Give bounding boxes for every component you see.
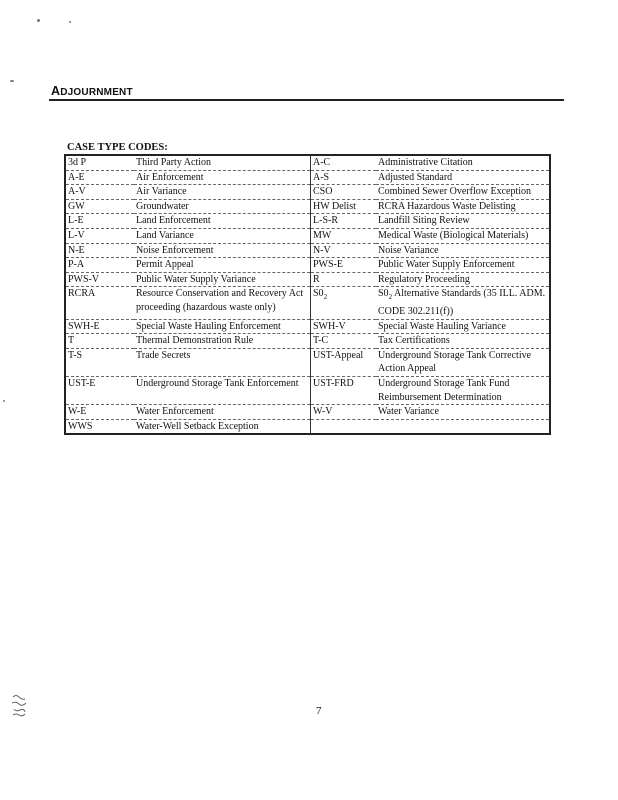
description-cell: $S0_2$ Alternative Standards (35 ILL. ADM. CODE 302.211(f)) <box>378 288 546 317</box>
description-cell: Water Variance <box>378 406 439 418</box>
description-cell: Water Enforcement <box>134 405 311 420</box>
description-cell: Medical Waste (Biological Materials) <box>378 229 529 241</box>
table-row <box>65 334 550 349</box>
description-cell: Public Water Supply Enforcement <box>378 259 515 271</box>
code-cell: WWS <box>68 420 93 432</box>
description-cell: Thermal Demonstration Rule <box>134 334 311 349</box>
table-row <box>65 199 550 214</box>
code-cell: SWH-E <box>68 320 100 332</box>
code-cell: UST-E <box>68 377 96 389</box>
description-cell: Underground Storage Tank Fund Reimbursement Determination <box>378 377 510 403</box>
table-row <box>65 287 550 319</box>
page-heading <box>51 84 133 98</box>
code-cell: R <box>313 273 320 285</box>
code-cell: N-E <box>68 244 85 256</box>
code-cell: T <box>68 335 75 347</box>
description-cell: Regulatory Proceeding <box>378 273 470 285</box>
description-cell: Underground Storage Tank Corrective Action Appeal <box>378 349 532 375</box>
description-cell: Air Variance <box>134 185 311 200</box>
scan-speck <box>69 21 71 23</box>
code-cell: MW <box>313 229 332 241</box>
code-cell: PWS-E <box>313 259 343 271</box>
heading-rest: DJOURNMENT <box>60 87 133 98</box>
scan-speck <box>10 80 14 82</box>
description-cell: Administrative Citation <box>378 157 473 168</box>
description-cell: Permit Appeal <box>134 258 311 273</box>
case-type-codes-table <box>64 154 551 435</box>
description-cell: Resource Conservation and Recovery Act proceeding (hazardous waste only) <box>134 287 311 319</box>
description-cell: Landfill Siting Review <box>378 215 470 227</box>
code-cell: W-V <box>313 406 333 418</box>
description-cell: Public Water Supply Variance <box>134 272 311 287</box>
description-cell: Noise Variance <box>378 244 439 256</box>
description-cell: Groundwater <box>134 199 311 214</box>
code-cell: A-E <box>68 171 85 183</box>
code-cell: $S0_2$ <box>313 288 328 302</box>
code-cell <box>311 419 377 434</box>
description-cell: Land Variance <box>134 228 311 243</box>
code-cell: T-C <box>313 335 329 347</box>
code-cell: L-E <box>68 215 84 227</box>
code-cell: A-V <box>68 186 86 198</box>
heading-rule <box>49 99 564 101</box>
description-cell: Underground Storage Tank Enforcement <box>134 376 311 404</box>
description-cell: Trade Secrets <box>134 348 311 376</box>
code-cell: RCRA <box>68 288 96 300</box>
description-cell: Air Enforcement <box>134 170 311 185</box>
table-row <box>65 272 550 287</box>
description-cell: Special Waste Hauling Variance <box>378 320 506 332</box>
code-cell: UST-Appeal <box>313 349 364 361</box>
table-row <box>65 348 550 376</box>
code-cell: W-E <box>68 406 87 418</box>
description-cell: Third Party Action <box>134 155 311 170</box>
code-cell: T-S <box>68 349 83 361</box>
description-cell: RCRA Hazardous Waste Delisting <box>378 200 516 212</box>
section-label: CASE TYPE CODES: <box>67 142 168 153</box>
code-cell: N-V <box>313 244 331 256</box>
description-cell: Water-Well Setback Exception <box>134 419 311 434</box>
code-cell: P-A <box>68 259 85 271</box>
table-row <box>65 258 550 273</box>
code-cell: PWS-V <box>68 273 100 285</box>
description-cell: Combined Sewer Overflow Exception <box>378 186 532 198</box>
table-row <box>65 228 550 243</box>
scan-stamp-icon <box>9 693 29 719</box>
code-cell: GW <box>68 200 85 212</box>
table-row <box>65 319 550 334</box>
table-row <box>65 185 550 200</box>
code-cell: CSO <box>313 186 333 198</box>
code-cell: SWH-V <box>313 320 346 332</box>
scan-speck <box>37 19 40 22</box>
description-cell <box>376 419 550 434</box>
table-row <box>65 155 550 170</box>
code-cell: A-C <box>313 157 331 168</box>
code-cell: 3d P <box>68 157 87 168</box>
table-row <box>65 214 550 229</box>
description-cell: Special Waste Hauling Enforcement <box>134 319 311 334</box>
code-cell: L-V <box>68 229 85 241</box>
code-cell: HW Delist <box>313 200 356 212</box>
code-cell: L-S-R <box>313 215 338 227</box>
page-number: 7 <box>316 705 322 717</box>
table-row <box>65 170 550 185</box>
code-cell: UST-FRD <box>313 377 354 389</box>
table-row <box>65 243 550 258</box>
description-cell: Adjusted Standard <box>378 171 453 183</box>
scan-speck <box>3 400 5 402</box>
table-row <box>65 376 550 404</box>
table-row <box>65 419 550 434</box>
description-cell: Land Enforcement <box>134 214 311 229</box>
table-row <box>65 405 550 420</box>
description-cell: Noise Enforcement <box>134 243 311 258</box>
code-cell: A-S <box>313 171 330 183</box>
description-cell: Tax Certifications <box>378 335 450 347</box>
heading-initial: A <box>51 84 61 98</box>
